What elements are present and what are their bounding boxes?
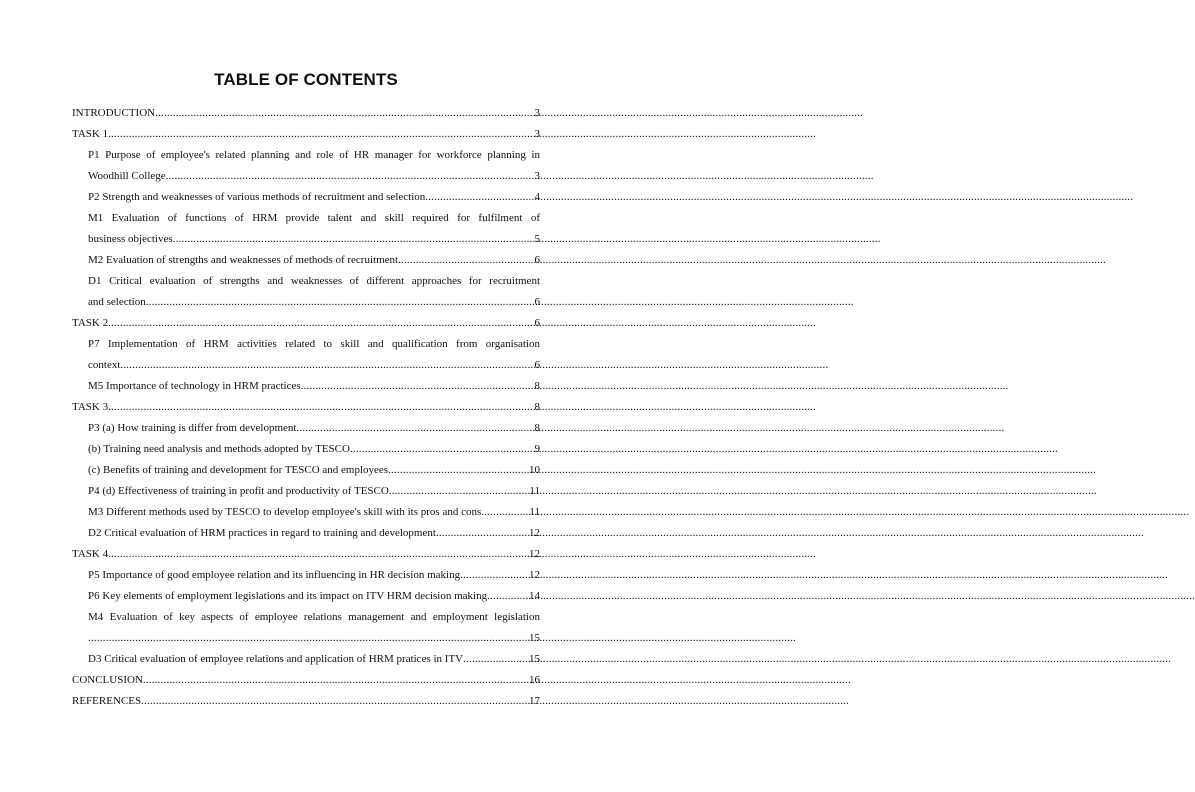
toc-list [72, 103, 540, 712]
toc-entry[interactable] [72, 481, 540, 502]
toc-entry-text: P4 (d) Effectiveness of training in profit and productivity of TESCO [88, 485, 389, 497]
toc-entry-text: TASK 3 [72, 401, 109, 413]
toc-entry-text: REFERENCES [72, 695, 142, 707]
toc-entry[interactable] [72, 271, 540, 313]
toc-entry-text: TASK 4 [72, 548, 109, 560]
toc-entry-text: M1 Evaluation of functions of HRM provide talent and skill required for fulfilment of [88, 212, 540, 224]
dot-leader [166, 166, 534, 187]
toc-entry-text-cont: business objectives [88, 233, 173, 245]
dot-leader [141, 691, 528, 712]
toc-entry[interactable] [72, 670, 540, 691]
dot-leader [350, 439, 534, 460]
toc-entry[interactable] [72, 544, 540, 565]
dot-leader [436, 523, 528, 544]
toc-entry-text: D2 Critical evaluation of HRM practices in regard to training and development [88, 527, 436, 539]
dot-leader [108, 124, 533, 145]
toc-entry-text-cont: context [88, 359, 121, 371]
toc-entry-text: (c) Benefits of training and development for TESCO and employees [88, 464, 389, 476]
toc-page-number: 9 [534, 443, 540, 455]
toc-page-number: 14 [529, 590, 540, 602]
toc-title: TABLE OF CONTENTS [214, 70, 398, 89]
toc-entry-text: CONCLUSION [72, 674, 143, 686]
toc-page-number: 12 [529, 548, 540, 560]
toc-entry-text: D3 Critical evaluation of employee relations and application of HRM pratices in ITV [88, 653, 464, 665]
toc-entry[interactable] [72, 418, 540, 439]
toc-entry-text: TASK 1 [72, 128, 109, 140]
toc-entry-text: INTRODUCTION [72, 107, 156, 119]
dot-leader [143, 670, 528, 691]
toc-page-number: 3 [534, 170, 540, 182]
toc-page-number: 4 [534, 191, 540, 203]
toc-page-number: 15 [529, 632, 540, 644]
dot-leader [296, 418, 533, 439]
toc-page-number: 11 [529, 485, 540, 497]
toc-entry[interactable] [72, 313, 540, 334]
toc-entry[interactable] [72, 523, 540, 544]
dot-leader [88, 628, 528, 649]
toc-entry[interactable] [72, 460, 540, 481]
toc-entry-text-cont: and selection [88, 296, 146, 308]
toc-entry[interactable] [72, 607, 540, 649]
dot-leader [481, 502, 528, 523]
dot-leader [463, 649, 528, 670]
toc-entry[interactable] [72, 565, 540, 586]
toc-page-number: 3 [534, 107, 540, 119]
dot-leader [108, 313, 533, 334]
toc-page-number: 6 [534, 359, 540, 371]
toc-entry[interactable] [72, 187, 540, 208]
dot-leader [388, 460, 528, 481]
toc-page-number: 17 [529, 695, 540, 707]
toc-entry[interactable] [72, 439, 540, 460]
toc-entry[interactable] [72, 502, 540, 523]
toc-page-number: 5 [534, 233, 540, 245]
dot-leader [425, 187, 533, 208]
toc-entry[interactable] [72, 586, 540, 607]
dot-leader [301, 376, 534, 397]
toc-entry[interactable] [72, 145, 540, 187]
toc-entry[interactable] [72, 691, 540, 712]
dot-leader [120, 355, 533, 376]
toc-page-number: 16 [529, 674, 540, 686]
toc-page-number: 6 [534, 296, 540, 308]
toc-page-number: 3 [534, 128, 540, 140]
dot-leader [155, 103, 533, 124]
dot-leader [487, 586, 528, 607]
toc-page-number: 15 [529, 653, 540, 665]
toc-page-number: 11 [529, 506, 540, 518]
toc-entry[interactable] [72, 250, 540, 271]
dot-leader [108, 544, 528, 565]
toc-entry[interactable] [72, 103, 540, 124]
toc-entry-text: (b) Training need analysis and methods adopted by TESCO [88, 443, 350, 455]
toc-page-number: 12 [529, 569, 540, 581]
toc-entry-text: P3 (a) How training is differ from development [88, 422, 297, 434]
toc-entry[interactable] [72, 376, 540, 397]
toc-entry[interactable] [72, 334, 540, 376]
toc-entry-text-cont: Woodhill College [88, 170, 166, 182]
toc-entry-text: M2 Evaluation of strengths and weaknesses of methods of recruitment [88, 254, 399, 266]
toc-page-number: 8 [534, 401, 540, 413]
toc-entry-text: M5 Importance of technology in HRM practices [88, 380, 301, 392]
toc-entry-text: M4 Evaluation of key aspects of employee relations management and employment legislation [88, 611, 540, 623]
toc-entry-text: P1 Purpose of employee's related planning and role of HR manager for workforce planning in [88, 149, 540, 161]
toc-page-number: 6 [534, 254, 540, 266]
toc-entry-text: P7 Implementation of HRM activities related to skill and qualification from organisation [88, 338, 540, 350]
toc-page-number: 10 [529, 464, 540, 476]
dot-leader [108, 397, 533, 418]
toc-entry-text: TASK 2 [72, 317, 109, 329]
dot-leader [146, 292, 534, 313]
dot-leader [460, 565, 528, 586]
toc-page-number: 6 [534, 317, 540, 329]
toc-page-number: 12 [529, 527, 540, 539]
toc-entry-text: P5 Importance of good employee relation and its influencing in HR decision making [88, 569, 461, 581]
toc-entry[interactable] [72, 649, 540, 670]
toc-entry[interactable] [72, 208, 540, 250]
toc-entry[interactable] [72, 124, 540, 145]
dot-leader [173, 229, 534, 250]
toc-entry-text: D1 Critical evaluation of strengths and weaknesses of different approaches for recruitment [88, 275, 540, 287]
toc-entry[interactable] [72, 397, 540, 418]
dot-leader [398, 250, 533, 271]
toc-entry-text: P2 Strength and weaknesses of various methods of recruitment and selection [88, 191, 426, 203]
toc-page-number: 8 [534, 422, 540, 434]
dot-leader [389, 481, 529, 502]
toc-entry-text: P6 Key elements of employment legislations and its impact on ITV HRM decision making [88, 590, 488, 602]
toc-page-number: 8 [534, 380, 540, 392]
toc-entry-text: M3 Different methods used by TESCO to develop employee's skill with its pros and cons [88, 506, 482, 518]
